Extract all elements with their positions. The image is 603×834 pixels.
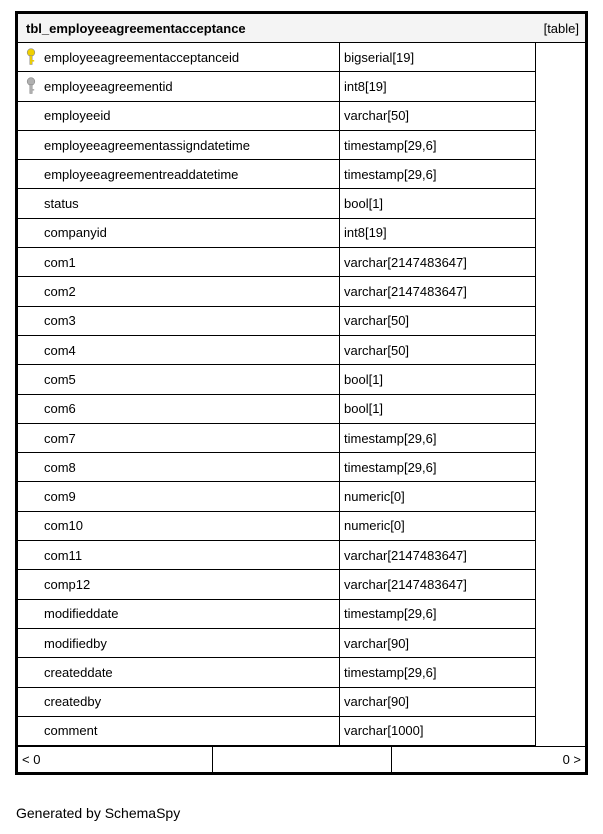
column-row bbox=[18, 629, 535, 658]
column-type: timestamp[29,6] bbox=[344, 606, 437, 622]
column-row bbox=[18, 600, 535, 629]
column-name-cell bbox=[18, 658, 340, 686]
column-row bbox=[18, 688, 535, 717]
column-type: timestamp[29,6] bbox=[344, 664, 437, 680]
outgoing-relations-count: 0 > bbox=[562, 752, 581, 768]
column-name-cell bbox=[18, 453, 340, 481]
column-type: varchar[2147483647] bbox=[344, 254, 467, 270]
column-row bbox=[18, 424, 535, 453]
column-name-cell bbox=[18, 248, 340, 276]
column-name: createddate bbox=[44, 664, 113, 680]
column-row bbox=[18, 248, 535, 277]
column-name-cell bbox=[18, 219, 340, 247]
column-name: com5 bbox=[44, 371, 76, 387]
column-name: comp12 bbox=[44, 576, 91, 592]
icon-slot bbox=[18, 219, 44, 247]
column-name: com1 bbox=[44, 254, 76, 270]
side-column bbox=[535, 43, 585, 746]
icon-slot bbox=[18, 658, 44, 686]
column-name: modifiedby bbox=[44, 635, 107, 651]
column-name: status bbox=[44, 196, 79, 212]
column-row bbox=[18, 395, 535, 424]
icon-slot bbox=[18, 102, 44, 130]
table-entity-box bbox=[15, 11, 588, 775]
column-row bbox=[18, 658, 535, 687]
column-type: numeric[0] bbox=[344, 489, 405, 505]
column-type: varchar[1000] bbox=[344, 723, 424, 739]
column-name: com11 bbox=[44, 547, 83, 563]
column-name: employeeagreementassigndatetime bbox=[44, 137, 250, 153]
table-body bbox=[18, 43, 585, 746]
icon-slot bbox=[18, 160, 44, 188]
column-type: varchar[50] bbox=[344, 342, 410, 358]
column-name-cell bbox=[18, 482, 340, 510]
icon-slot bbox=[18, 307, 44, 335]
icon-slot bbox=[18, 688, 44, 716]
icon-slot bbox=[18, 395, 44, 423]
column-row bbox=[18, 365, 535, 394]
column-name: com10 bbox=[44, 518, 84, 534]
icon-slot bbox=[18, 512, 44, 540]
column-type: varchar[2147483647] bbox=[344, 576, 467, 592]
column-type: varchar[2147483647] bbox=[344, 284, 467, 300]
column-type: varchar[90] bbox=[344, 635, 410, 651]
column-name: employeeagreementreaddatetime bbox=[44, 166, 239, 182]
column-name-cell bbox=[18, 365, 340, 393]
column-name: com8 bbox=[44, 459, 76, 475]
column-row bbox=[18, 189, 535, 218]
column-type: bool[1] bbox=[344, 371, 384, 387]
column-name-cell bbox=[18, 131, 340, 159]
column-name-cell bbox=[18, 717, 340, 745]
generated-by-label: Generated by SchemaSpy bbox=[16, 805, 181, 821]
column-name: employeeagreementid bbox=[44, 78, 173, 94]
icon-slot bbox=[18, 336, 44, 364]
column-name-cell bbox=[18, 512, 340, 540]
icon-slot bbox=[18, 541, 44, 569]
table-type-label: [table] bbox=[543, 20, 579, 36]
column-row bbox=[18, 72, 535, 101]
column-name-cell bbox=[18, 424, 340, 452]
icon-slot bbox=[18, 189, 44, 217]
column-name: companyid bbox=[44, 225, 107, 241]
icon-slot bbox=[18, 717, 44, 745]
column-row bbox=[18, 482, 535, 511]
table-title-bar bbox=[18, 14, 585, 43]
column-type: timestamp[29,6] bbox=[344, 166, 437, 182]
icon-slot bbox=[18, 570, 44, 598]
column-row bbox=[18, 219, 535, 248]
column-type: varchar[50] bbox=[344, 313, 410, 329]
footer-spacer bbox=[213, 747, 392, 772]
column-name-cell bbox=[18, 395, 340, 423]
column-type: varchar[2147483647] bbox=[344, 547, 467, 563]
column-name-cell bbox=[18, 570, 340, 598]
column-row bbox=[18, 160, 535, 189]
column-name-cell bbox=[18, 72, 340, 100]
column-row bbox=[18, 102, 535, 131]
column-type: bool[1] bbox=[344, 196, 384, 212]
column-row bbox=[18, 307, 535, 336]
column-type: varchar[90] bbox=[344, 694, 410, 710]
column-row bbox=[18, 512, 535, 541]
column-name: com3 bbox=[44, 313, 76, 329]
column-name-cell bbox=[18, 629, 340, 657]
column-name-cell bbox=[18, 541, 340, 569]
icon-slot bbox=[18, 629, 44, 657]
column-type: int8[19] bbox=[344, 78, 387, 94]
column-name-cell bbox=[18, 160, 340, 188]
column-name: employeeagreementacceptanceid bbox=[44, 49, 240, 65]
column-row bbox=[18, 570, 535, 599]
icon-slot bbox=[18, 131, 44, 159]
column-name-cell bbox=[18, 336, 340, 364]
table-footer bbox=[18, 746, 585, 772]
column-type: bool[1] bbox=[344, 401, 384, 417]
incoming-relations-count: < 0 bbox=[18, 747, 213, 772]
column-name-cell bbox=[18, 307, 340, 335]
column-type: numeric[0] bbox=[344, 518, 405, 534]
icon-slot bbox=[18, 365, 44, 393]
column-type: varchar[50] bbox=[344, 108, 410, 124]
column-name-cell bbox=[18, 277, 340, 305]
column-type: timestamp[29,6] bbox=[344, 459, 437, 475]
column-row bbox=[18, 717, 535, 746]
icon-slot bbox=[18, 277, 44, 305]
column-type: timestamp[29,6] bbox=[344, 137, 437, 153]
column-row bbox=[18, 453, 535, 482]
column-row bbox=[18, 541, 535, 570]
column-row bbox=[18, 131, 535, 160]
column-name-cell bbox=[18, 43, 340, 71]
column-name: comment bbox=[44, 723, 98, 739]
icon-slot bbox=[18, 453, 44, 481]
column-name: com2 bbox=[44, 284, 76, 300]
icon-slot bbox=[18, 482, 44, 510]
column-name: modifieddate bbox=[44, 606, 119, 622]
column-row bbox=[18, 336, 535, 365]
table-title: tbl_employeeagreementacceptance bbox=[26, 20, 246, 36]
column-name-cell bbox=[18, 189, 340, 217]
column-name: com7 bbox=[44, 430, 76, 446]
column-list bbox=[18, 43, 535, 746]
column-row bbox=[18, 43, 535, 72]
column-type: bigserial[19] bbox=[344, 49, 415, 65]
icon-slot bbox=[18, 424, 44, 452]
column-name-cell bbox=[18, 688, 340, 716]
column-type: int8[19] bbox=[344, 225, 387, 241]
column-name-cell bbox=[18, 102, 340, 130]
column-row bbox=[18, 277, 535, 306]
column-name: com9 bbox=[44, 489, 76, 505]
column-name: com4 bbox=[44, 342, 76, 358]
column-name: com6 bbox=[44, 401, 76, 417]
column-name: employeeid bbox=[44, 108, 111, 124]
column-type: timestamp[29,6] bbox=[344, 430, 437, 446]
column-name-cell bbox=[18, 600, 340, 628]
foreign-key-icon bbox=[18, 72, 44, 100]
icon-slot bbox=[18, 600, 44, 628]
primary-key-icon bbox=[18, 43, 44, 71]
icon-slot bbox=[18, 248, 44, 276]
column-name: createdby bbox=[44, 694, 102, 710]
